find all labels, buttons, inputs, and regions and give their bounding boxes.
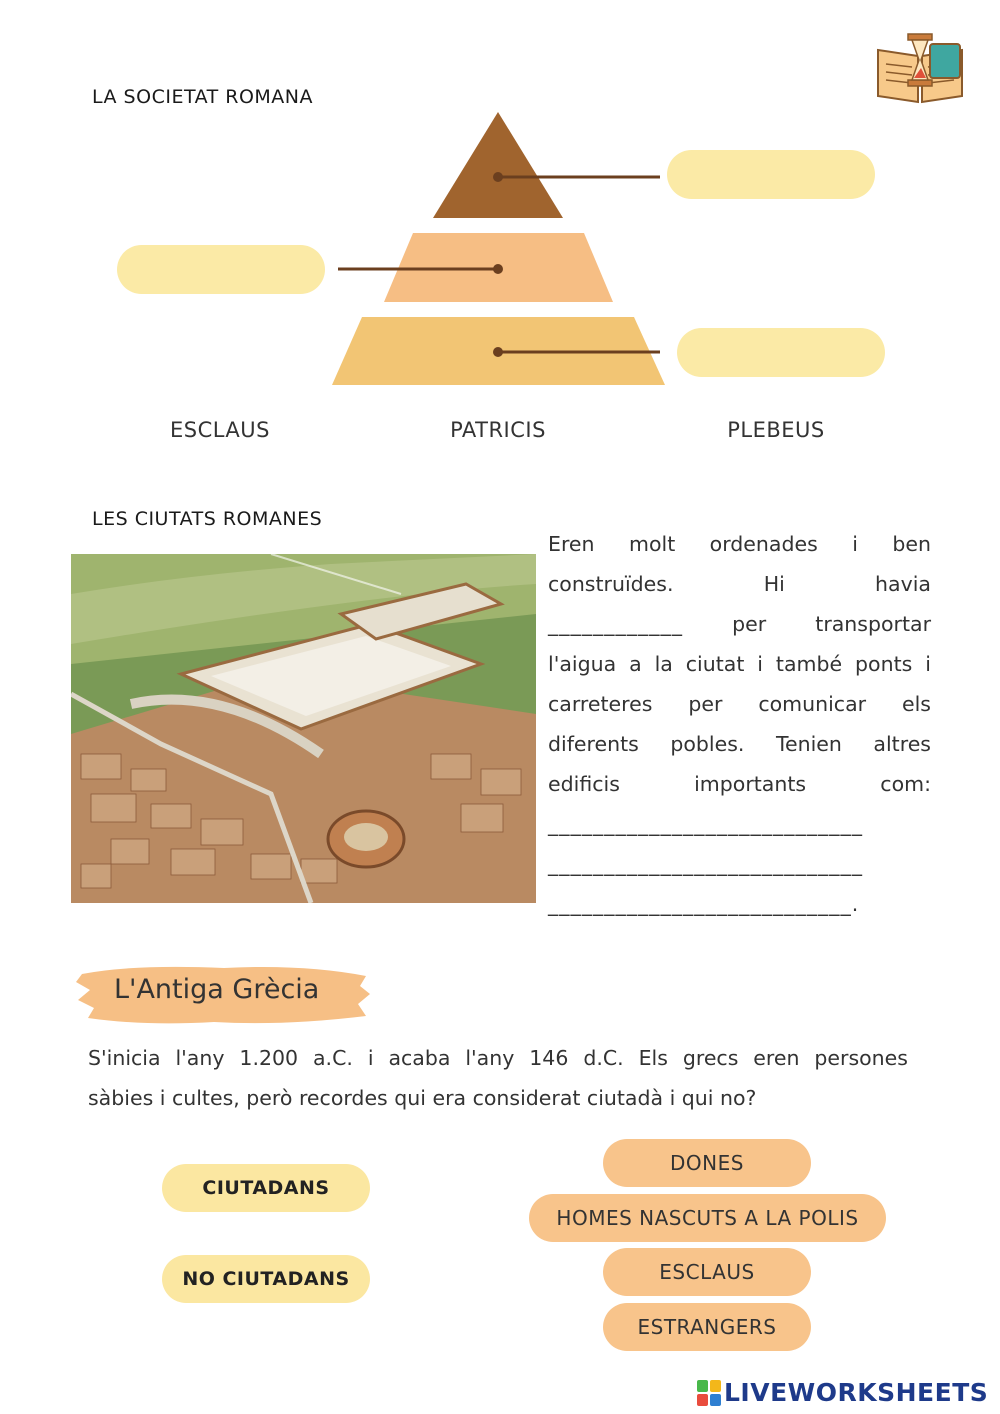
liveworksheets-badge-icon [696,1379,722,1407]
text-line-5: carreteres per comunicar els [548,692,931,716]
text-line-8 [548,804,931,844]
option-esclaus[interactable]: ESCLAUS [603,1248,811,1296]
greek-intro-text [88,1038,908,1118]
option-homes-nascuts[interactable]: HOMES NASCUTS A LA POLIS [529,1194,886,1242]
intro-line-2: sàbies i cultes, però recordes qui era considerat ciutadà i qui no? [88,1086,757,1110]
text-line-7: edificis importants com: [548,772,931,796]
text-line-1: Eren molt ordenades i ben [548,532,931,556]
word-bank-esclaus[interactable]: ESCLAUS [169,418,270,442]
category-no-ciutadans[interactable]: NO CIUTADANS [162,1255,370,1303]
fill-blank-building-2[interactable]: ____________________________ [548,852,863,876]
category-ciutadans[interactable]: CIUTADANS [162,1164,370,1212]
fill-blank-building-3[interactable]: ___________________________. [548,892,860,916]
fill-blank-aqueduct[interactable]: ____________ [548,612,683,636]
answer-slot-top[interactable] [667,150,875,199]
roman-society-title: LA SOCIETAT ROMANA [92,86,314,108]
fill-blank-building-1[interactable]: ____________________________ [548,812,863,836]
intro-line-1: S'inicia l'any 1.200 a.C. i acaba l'any 146 d.C. Els grecs eren persones [88,1046,908,1070]
option-dones[interactable]: DONES [603,1139,811,1187]
roman-cities-title: LES CIUTATS ROMANES [92,508,323,530]
word-bank-plebeus[interactable]: PLEBEUS [727,418,825,442]
liveworksheets-logo: LIVEWORKSHEETS [696,1378,988,1407]
text-line-9 [548,844,931,884]
answer-slot-middle[interactable] [117,245,325,294]
roman-city-illustration [71,554,536,903]
greek-section-title: L'Antiga Grècia [74,960,372,1028]
pyramid-top-tier [433,112,563,218]
text-line-10 [548,884,931,924]
text-line-6: diferents pobles. Tenien altres [548,732,931,756]
text-line-3: ____________ per transportar [548,604,931,644]
answer-slot-bottom[interactable] [677,328,885,377]
text-line-4: l'aigua a la ciutat i també ponts i [548,652,931,676]
option-estrangers[interactable]: ESTRANGERS [603,1303,811,1351]
word-bank-patricis[interactable]: PATRICIS [450,418,546,442]
text-line-2: construïdes. Hi havia [548,572,931,596]
roman-cities-text [548,524,931,924]
